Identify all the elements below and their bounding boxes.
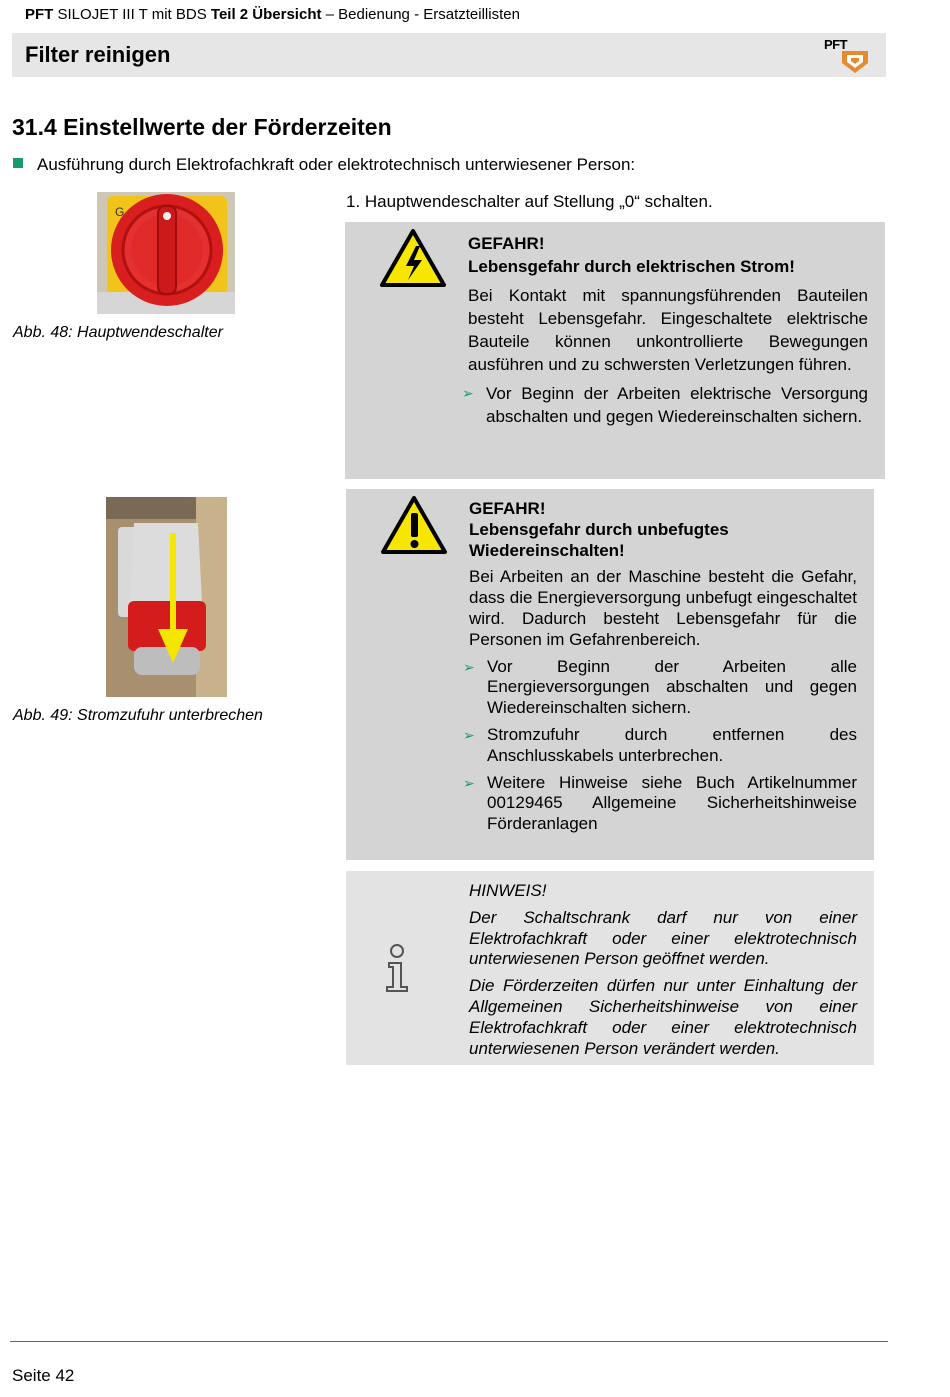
danger-box-electric: [345, 222, 885, 479]
list-item-text: Stromzufuhr durch entfernen des Anschlusskabels unterbrechen.: [487, 724, 857, 765]
pft-logo: [822, 37, 872, 75]
danger-text-electric: [462, 232, 868, 428]
svg-text:G: G: [115, 205, 125, 219]
document-header: [25, 6, 520, 23]
power-plug-image: [106, 497, 227, 697]
arrow-bullet-icon: ➢: [462, 385, 474, 401]
header-product: SILOJET III T mit BDS: [53, 6, 211, 23]
intro-text: Ausführung durch Elektrofachkraft oder elektrotechnisch unterwiesener Person:: [37, 155, 636, 174]
danger-heading: Lebensgefahr durch elektrischen Strom!: [468, 257, 795, 276]
list-item: [463, 724, 857, 767]
note-label: HINWEIS!: [469, 881, 547, 900]
section-title: 31.4 Einstellwerte der Förderzeiten: [12, 114, 392, 140]
note-paragraph: Die Förderzeiten dürfen nur unter Einhaltung der Allgemeinen Sicherheitshinweise von einer Elektrofachkraft oder einer elektrotechnisch unterwiesenen Person verändert werden.: [469, 976, 857, 1058]
danger-description: Bei Kontakt mit spannungsführenden Bauteilen besteht Lebensgefahr. Eingeschaltete elektrische Bauteile können unkontrollierte Bewegungen ausführen und zu schwersten Verletzungen führen.: [468, 286, 868, 374]
main-switch-image: [97, 192, 235, 314]
power-plug-photo: [106, 497, 227, 697]
info-icon: [382, 943, 412, 993]
list-item-text: Vor Beginn der Arbeiten elektrische Versorgung abschalten und gegen Wiedereinschalten sichern.: [486, 384, 868, 426]
danger-heading: Lebensgefahr durch unbefugtes Wiedereinschalten!: [469, 519, 729, 560]
footer-divider: [10, 1341, 888, 1342]
danger-label: GEFAHR!: [468, 234, 545, 253]
list-item-text: Vor Beginn der Arbeiten alle Energieversorgungen abschalten und gegen Wiedereinschalten sichern.: [487, 656, 857, 718]
header-part: Teil 2 Übersicht: [210, 6, 322, 23]
list-item: [462, 382, 868, 428]
chapter-title-bar: [12, 33, 886, 77]
page-number: Seite 42: [12, 1366, 75, 1385]
list-item-text: Weitere Hinweise siehe Buch Artikelnummer 00129465 Allgemeine Sicherheitshinweise Förderanlagen: [487, 772, 857, 834]
danger-box-restart: [346, 489, 874, 860]
note-paragraph: Der Schaltschrank darf nur von einer Elektrofachkraft oder einer elektrotechnisch unterwiesenen Person geöffnet werden.: [469, 907, 857, 969]
figure-49-caption: Abb. 49: Stromzufuhr unterbrechen: [13, 707, 263, 724]
danger-text-restart: [463, 499, 857, 835]
list-item: [463, 656, 857, 719]
high-voltage-warning-icon: [379, 228, 447, 288]
danger-label: GEFAHR!: [469, 499, 546, 518]
main-switch-photo: [97, 192, 235, 314]
arrow-bullet-icon: ➢: [463, 726, 475, 743]
arrow-bullet-icon: ➢: [463, 774, 475, 791]
list-item: [463, 772, 857, 835]
header-rest: – Bedienung - Ersatzteillisten: [321, 6, 520, 23]
note-text: [469, 881, 857, 1059]
arrow-bullet-icon: ➢: [463, 658, 475, 675]
step-1: 1. Hauptwendeschalter auf Stellung „0“ schalten.: [346, 192, 713, 211]
header-brand: PFT: [25, 6, 54, 23]
danger-description: Bei Arbeiten an der Maschine besteht die Gefahr, dass die Energieversorgung unbefugt eingeschaltet wird. Dadurch besteht Lebensgefahr für die Personen im Gefahrenbereich.: [469, 567, 857, 649]
figure-48-caption: Abb. 48: Hauptwendeschalter: [13, 324, 223, 341]
pft-logo-text: PFT: [824, 37, 848, 52]
general-warning-icon: [380, 495, 448, 555]
note-box: [346, 871, 874, 1065]
bullet-square-icon: [13, 158, 23, 168]
chapter-title: Filter reinigen: [25, 42, 171, 67]
intro-bullet: [13, 155, 635, 175]
